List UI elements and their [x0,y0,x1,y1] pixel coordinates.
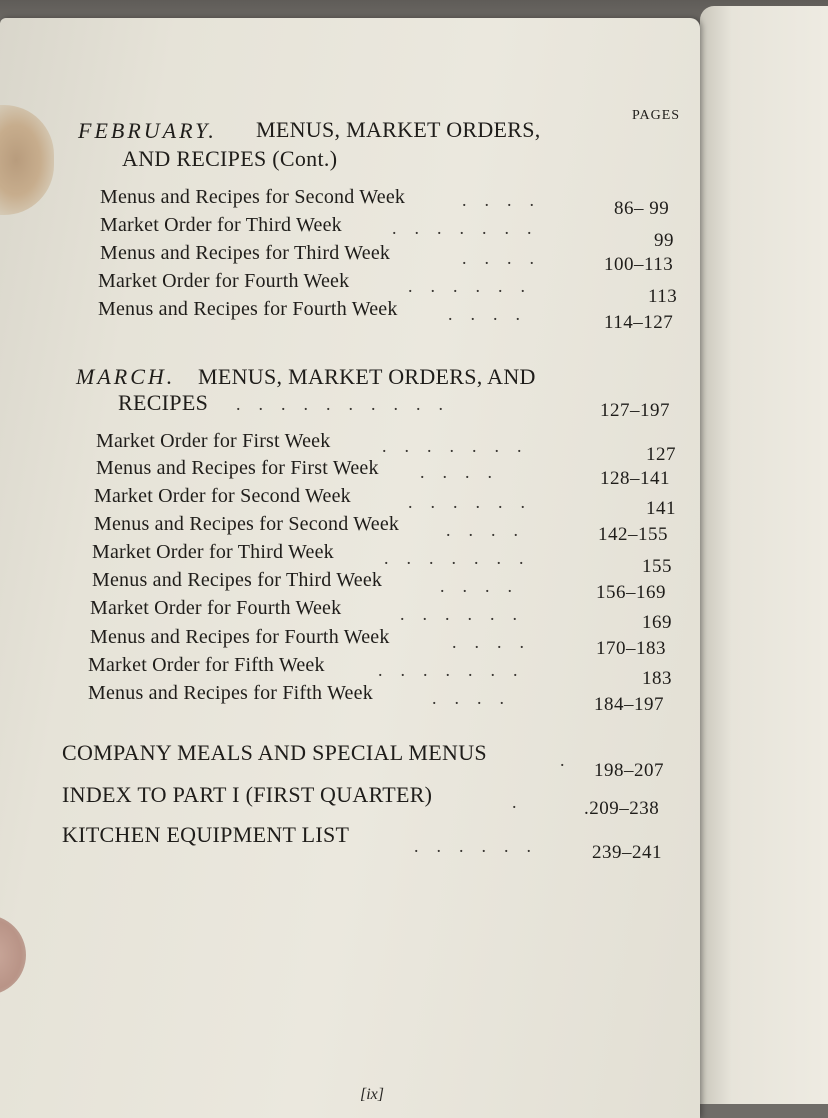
toc-entry-label: Market Order for Third Week [92,541,334,563]
leader-dots: .... [448,304,538,324]
toc-entry-label: Menus and Recipes for Fifth Week [88,682,373,704]
toc-entry-label: Menus and Recipes for First Week [96,457,379,479]
pages-column-header: PAGES [632,108,681,123]
february-month: FEBRUARY. [78,118,217,143]
toc-entry-pages: 184–197 [594,694,664,715]
leader-dots: .... [452,632,542,652]
book-page [0,18,700,1118]
toc-entry-pages: 142–155 [598,524,668,545]
leader-dots: .... [462,248,552,268]
toc-entry-label: Market Order for Fourth Week [98,270,350,292]
toc-entry-label: Menus and Recipes for Fourth Week [98,298,398,320]
toc-entry-pages: 239–241 [592,842,662,863]
toc-entry-label: Market Order for First Week [96,430,331,452]
leader-dots: .... [432,688,522,708]
toc-entry-pages: 86– 99 [614,198,670,219]
toc-entry-pages: 170–183 [596,638,666,659]
toc-entry-pages: 114–127 [604,312,674,333]
toc-entry-label: Menus and Recipes for Second Week [100,186,406,208]
leader-dots: . [560,750,583,770]
leader-dots: ...... [408,276,543,296]
toc-entry-pages: 155 [642,556,672,577]
toc-entry-label: Menus and Recipes for Second Week [94,513,400,535]
page-number-footer: [ix] [360,1086,384,1103]
toc-entry-pages: 156–169 [596,582,666,603]
february-title-line1: MENUS, MARKET ORDERS, [256,117,541,142]
march-section-pages: 127–197 [600,400,670,421]
leader-dots: ....... [378,660,536,680]
toc-entry-pages: 198–207 [594,760,664,781]
toc-entry-pages: 141 [646,498,676,519]
toc-entry-label: Market Order for Second Week [94,485,351,507]
toc-entry-label: Market Order for Fourth Week [90,597,342,619]
toc-entry-label: Menus and Recipes for Third Week [92,569,383,591]
leader-dots: .... [446,520,536,540]
leader-dots: . [512,792,535,812]
toc-entry-label: Market Order for Third Week [100,214,342,236]
leader-dots: .... [420,462,510,482]
leader-dots: .......... [236,394,461,414]
toc-entry-label: Menus and Recipes for Third Week [100,242,391,264]
leader-dots: ....... [392,218,550,238]
toc-entry-label: Market Order for Fifth Week [88,654,325,676]
leader-dots: .... [440,576,530,596]
toc-entry-pages: 113 [648,286,678,307]
toc-entry-label: KITCHEN EQUIPMENT LIST [62,822,350,847]
toc-entry-pages: 127 [646,444,676,465]
toc-entry-label: INDEX TO PART I (FIRST QUARTER) [62,782,433,807]
leader-dots: ....... [382,436,540,456]
leader-dots: ...... [408,492,543,512]
march-title-line1: MENUS, MARKET ORDERS, AND [198,364,536,389]
toc-entry-pages: .209–238 [584,798,660,819]
march-title-line2: RECIPES [118,390,209,415]
leader-dots: ....... [384,548,542,568]
leader-dots: ...... [414,836,549,856]
toc-entry-pages: 183 [642,668,672,689]
march-month: MARCH. [76,364,176,389]
toc-entry-label: Menus and Recipes for Fourth Week [90,626,390,648]
toc-entry-pages: 128–141 [600,468,670,489]
facing-page [700,6,828,1104]
toc-entry-pages: 169 [642,612,672,633]
leader-dots: ...... [400,604,535,624]
toc-entry-pages: 99 [654,230,674,251]
february-title-line2: AND RECIPES (Cont.) [122,146,338,171]
toc-entry-label: COMPANY MEALS AND SPECIAL MENUS [62,740,487,765]
leader-dots: .... [462,190,552,210]
toc-entry-pages: 100–113 [604,254,674,275]
